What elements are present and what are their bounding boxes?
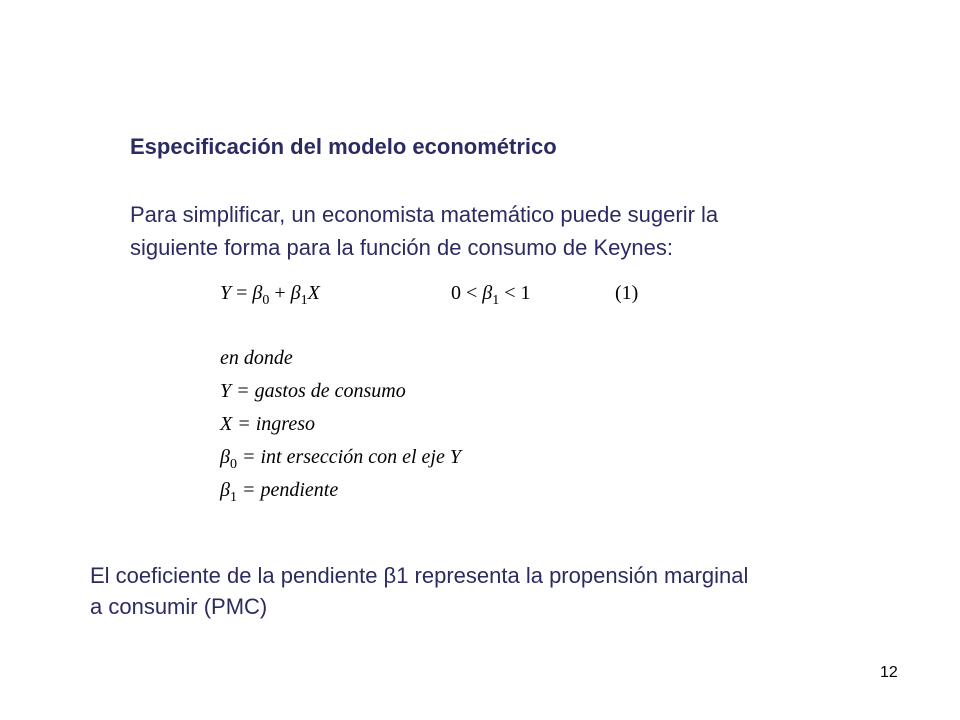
intro-line-1: Para simplificar, un economista matemático puede sugerir la <box>130 202 719 227</box>
page-number: 12 <box>880 664 898 681</box>
conclusion-line-2: a consumir (PMC) <box>90 594 268 619</box>
eq-beta1-sub: 1 <box>300 293 308 308</box>
definition-x-text: = ingreso <box>232 413 315 435</box>
definitions-header <box>220 342 461 375</box>
conclusion-text <box>90 560 748 622</box>
definition-x <box>220 408 461 441</box>
constraint-left: 0 < <box>451 282 483 304</box>
intro-text <box>130 198 718 264</box>
eq-plus: + <box>269 282 291 304</box>
equation-number: (1) <box>615 282 639 304</box>
definition-x-symbol: X <box>220 413 233 435</box>
beta1-constraint <box>451 282 531 309</box>
definition-beta1-text: = pendiente <box>236 479 339 501</box>
definition-y-text: = gastos de consumo <box>231 380 406 402</box>
intro-line-2: siguiente forma para la función de consumo de Keynes: <box>130 235 673 260</box>
definition-beta1 <box>220 474 461 507</box>
definition-beta0-text: = int ersección con el eje Y <box>236 446 461 468</box>
eq-equals: = <box>231 282 253 304</box>
definitions-header-text: en donde <box>220 347 293 369</box>
definition-beta0-sub: 0 <box>229 457 237 472</box>
constraint-right: < 1 <box>499 282 531 304</box>
constraint-sub: 1 <box>492 293 500 308</box>
eq-beta1: β <box>290 282 301 304</box>
definitions-list <box>220 342 461 507</box>
definition-y-symbol: Y <box>220 380 232 402</box>
consumption-equation <box>220 282 320 309</box>
eq-y: Y <box>220 282 232 304</box>
eq-x: X <box>307 282 320 304</box>
eq-beta0-sub: 0 <box>262 293 270 308</box>
eq-beta0: β <box>252 282 263 304</box>
definition-beta0 <box>220 441 461 474</box>
conclusion-line-1: El coeficiente de la pendiente β1 representa la propensión marginal <box>90 563 749 588</box>
definition-beta0-symbol: β <box>220 446 230 468</box>
definition-beta1-sub: 1 <box>229 490 237 505</box>
constraint-beta: β <box>482 282 493 304</box>
definition-beta1-symbol: β <box>220 479 230 501</box>
definition-y <box>220 375 461 408</box>
slide-title: Especificación del modelo econométrico <box>130 134 557 159</box>
